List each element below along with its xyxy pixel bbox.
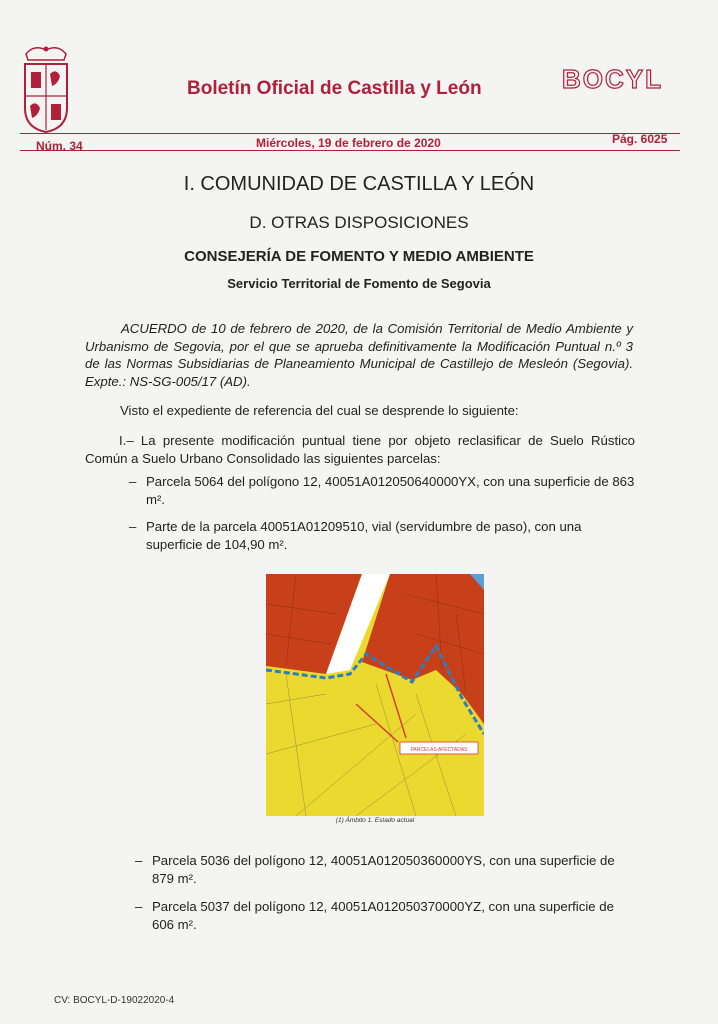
list-item bbox=[135, 852, 638, 887]
list-item-text: Parte de la parcela 40051A01209510, vial (servidumbre de paso), con una superficie de 104,90 m². bbox=[146, 519, 582, 552]
point-one-paragraph: I.– La presente modificación puntual tiene por objeto reclasificar de Suelo Rústico Común a Suelo Urbano Consolidado las siguientes parcelas: bbox=[85, 433, 635, 466]
list-item-text: Parcela 5037 del polígono 12, 40051A012050370000YZ, con una superficie de 606 m². bbox=[152, 899, 614, 932]
map-caption: (1) Ámbito 1. Estado actual bbox=[335, 817, 415, 824]
service-heading: Servicio Territorial de Fomento de Segovia bbox=[227, 276, 491, 291]
map-label: PARCELAS AFECTADAS bbox=[410, 747, 468, 753]
parcel-map bbox=[266, 574, 484, 816]
bocyl-logo-text: BOCYL bbox=[562, 64, 663, 94]
list-dash: – bbox=[135, 899, 143, 914]
page-number: Pág. 6025 bbox=[612, 132, 668, 146]
subsection-heading: D. OTRAS DISPOSICIONES bbox=[249, 213, 469, 232]
intro-paragraph: Visto el expediente de referencia del cual se desprende lo siguiente: bbox=[120, 403, 519, 418]
list-item bbox=[129, 518, 636, 553]
agreement-paragraph: ACUERDO de 10 de febrero de 2020, de la Comisión Territorial de Medio Ambiente y Urbanismo de Segovia, por el que se aprueba definitivamente la Modificación Puntual n.º 3 de las Normas Subsidiarias de Planeamiento Municipal de Castillejo de Mesleón (Segovia). Expte.: NS-SG-005/17 (AD). bbox=[85, 321, 633, 389]
header-rule-top bbox=[20, 133, 680, 134]
list-item bbox=[135, 898, 638, 933]
header-rule-bottom bbox=[20, 150, 680, 151]
list-dash: – bbox=[129, 519, 137, 534]
issue-date: Miércoles, 19 de febrero de 2020 bbox=[256, 136, 441, 150]
list-dash: – bbox=[135, 853, 143, 868]
list-dash: – bbox=[129, 474, 137, 489]
list-item-text: Parcela 5064 del polígono 12, 40051A012050640000YX, con una superficie de 863 m². bbox=[146, 474, 635, 507]
document-cv-code: CV: BOCYL-D-19022020-4 bbox=[54, 995, 175, 1006]
bulletin-title: Boletín Oficial de Castilla y León bbox=[187, 78, 482, 99]
section-heading: I. COMUNIDAD DE CASTILLA Y LEÓN bbox=[183, 173, 535, 195]
issue-number: Núm. 34 bbox=[36, 139, 83, 153]
department-heading: CONSEJERÍA DE FOMENTO Y MEDIO AMBIENTE bbox=[184, 248, 534, 265]
castilla-leon-crest-logo bbox=[20, 44, 72, 136]
list-item-text: Parcela 5036 del polígono 12, 40051A012050360000YS, con una superficie de 879 m². bbox=[152, 853, 615, 886]
list-item bbox=[129, 473, 636, 508]
